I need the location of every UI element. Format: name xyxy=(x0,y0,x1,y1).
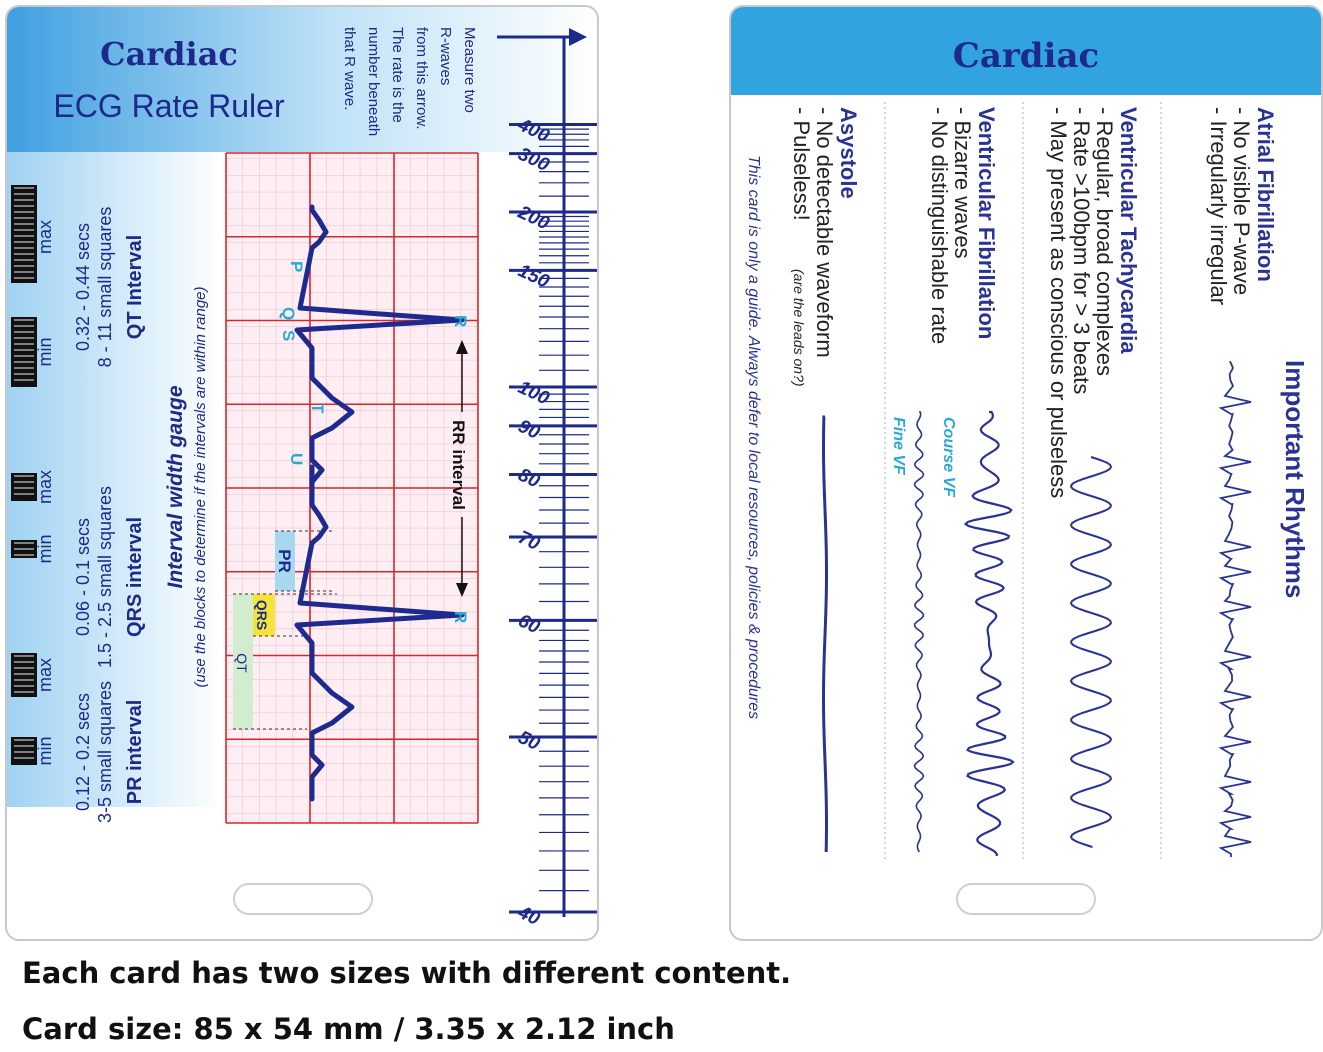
interval-range: 0.32 - 0.44 secs xyxy=(73,222,93,352)
p-wave-label: P xyxy=(287,261,306,273)
instruction-line: The rate is the xyxy=(389,27,406,123)
qrs-label: QRS xyxy=(254,599,270,631)
rhythm-point: - May present as conscious or pulseless xyxy=(1046,107,1071,499)
afib-strip xyxy=(1221,362,1251,857)
lanyard-slot-right xyxy=(956,883,1096,915)
instruction-line: from this arrow. xyxy=(413,27,430,130)
interval-name: QRS interval xyxy=(124,516,146,638)
min-label: min xyxy=(35,736,55,766)
rhythm-point: - Pulseless! xyxy=(789,107,814,221)
rhythm-point: - Rate >100bpm for > 3 beats xyxy=(1069,107,1094,395)
coarse-vf-strip xyxy=(966,412,1013,856)
rhythm-name: Atrial Fibrillation xyxy=(1253,107,1278,282)
rhythm-point: - No visible P-wave xyxy=(1229,107,1254,296)
gauge-block xyxy=(11,653,37,697)
interval-range: 0.06 - 0.1 secs xyxy=(73,517,93,637)
interval-squares: 8 - 11 small squares xyxy=(95,206,115,368)
fine-vf-label: Fine VF xyxy=(890,417,907,475)
section-title: Important Rhythms xyxy=(1280,360,1310,599)
interval-squares: 3-5 small squares xyxy=(95,680,115,824)
min-label: min xyxy=(35,534,55,564)
pr-label: PR xyxy=(275,549,294,573)
rhythm-point: - No distinguishable rate xyxy=(927,107,952,345)
caption-card-size: Card size: 85 x 54 mm / 3.35 x 2.12 inch xyxy=(22,1012,675,1046)
rhythm-name: Ventricular Fibrillation xyxy=(974,107,999,340)
rr-interval-label: RR interval xyxy=(449,420,468,510)
gauge-block xyxy=(11,737,37,765)
ruler-label: 70 xyxy=(514,527,543,556)
u-wave-label: U xyxy=(287,453,306,466)
interval-name: PR interval xyxy=(124,699,146,805)
q-wave-label: Q xyxy=(279,307,298,321)
ruler-label: 60 xyxy=(514,610,543,639)
rhythms-graphic xyxy=(731,7,1321,939)
max-label: max xyxy=(35,657,55,693)
r-wave-label-2: R xyxy=(451,611,470,624)
rhythm-point: - Bizarre waves xyxy=(950,107,975,259)
s-wave-label: S xyxy=(279,330,298,342)
gauge-block xyxy=(11,473,37,501)
instruction-line: R-waves xyxy=(437,27,454,86)
coarse-vf-label: Course VF xyxy=(940,417,957,498)
rhythm-name: Asystole xyxy=(836,107,861,199)
important-rhythms-card xyxy=(729,5,1323,941)
ruler-label: 90 xyxy=(514,415,543,444)
rhythm-point: - Irregularly irregular xyxy=(1206,107,1231,306)
qt-label: QT xyxy=(234,653,250,673)
rhythm-name: Ventricular Tachycardia xyxy=(1116,107,1141,354)
instruction-line: number beneath xyxy=(365,27,382,137)
fine-vf-strip xyxy=(915,412,924,852)
rhythm-point: - No detectable waveform xyxy=(812,107,837,358)
interval-range: 0.12 - 0.2 secs xyxy=(73,692,93,812)
instruction-line: that R wave. xyxy=(341,27,358,111)
gauge-note: (use the blocks to determine if the intervals are within range) xyxy=(192,286,209,688)
card-subtitle: ECG Rate Ruler xyxy=(53,88,285,124)
ruler-label: 80 xyxy=(514,464,543,493)
ecg-rate-ruler-card xyxy=(5,5,599,941)
ruler-label: 100 xyxy=(514,377,553,410)
asystole-strip xyxy=(824,417,827,852)
t-wave-label: T xyxy=(308,403,327,414)
ruler-label: 50 xyxy=(514,727,543,756)
interval-name: QT Interval xyxy=(124,234,146,340)
max-label: max xyxy=(35,219,55,255)
ruler-label: 150 xyxy=(514,260,553,293)
max-label: max xyxy=(35,469,55,505)
vt-strip xyxy=(1071,457,1111,847)
card-title: Cardiac xyxy=(100,35,238,73)
rhythm-point: - Regular, broad complexes xyxy=(1092,107,1117,377)
min-label: min xyxy=(35,337,55,367)
ruler-label: 400 xyxy=(514,114,553,147)
instruction-line: Measure two xyxy=(461,27,478,113)
ruler-label: 200 xyxy=(514,202,553,235)
ecg-ruler-graphic xyxy=(7,7,597,939)
gauge-block xyxy=(11,317,37,387)
lanyard-slot xyxy=(233,883,373,915)
ruler-label: 300 xyxy=(514,143,553,177)
gauge-title: Interval width gauge xyxy=(164,385,187,589)
caption-sizes: Each card has two sizes with different content. xyxy=(22,956,792,990)
right-card-title: Cardiac xyxy=(952,36,1100,76)
disclaimer: This card is only a guide. Always defer to local resources, policies & procedures xyxy=(745,155,762,720)
header-band xyxy=(7,7,597,152)
ruler-label: 40 xyxy=(514,902,543,931)
interval-squares: 1.5 - 2.5 small squares xyxy=(95,485,115,669)
asystole-note: (are the leads on?) xyxy=(791,269,807,387)
r-wave-label-1: R xyxy=(451,315,470,328)
